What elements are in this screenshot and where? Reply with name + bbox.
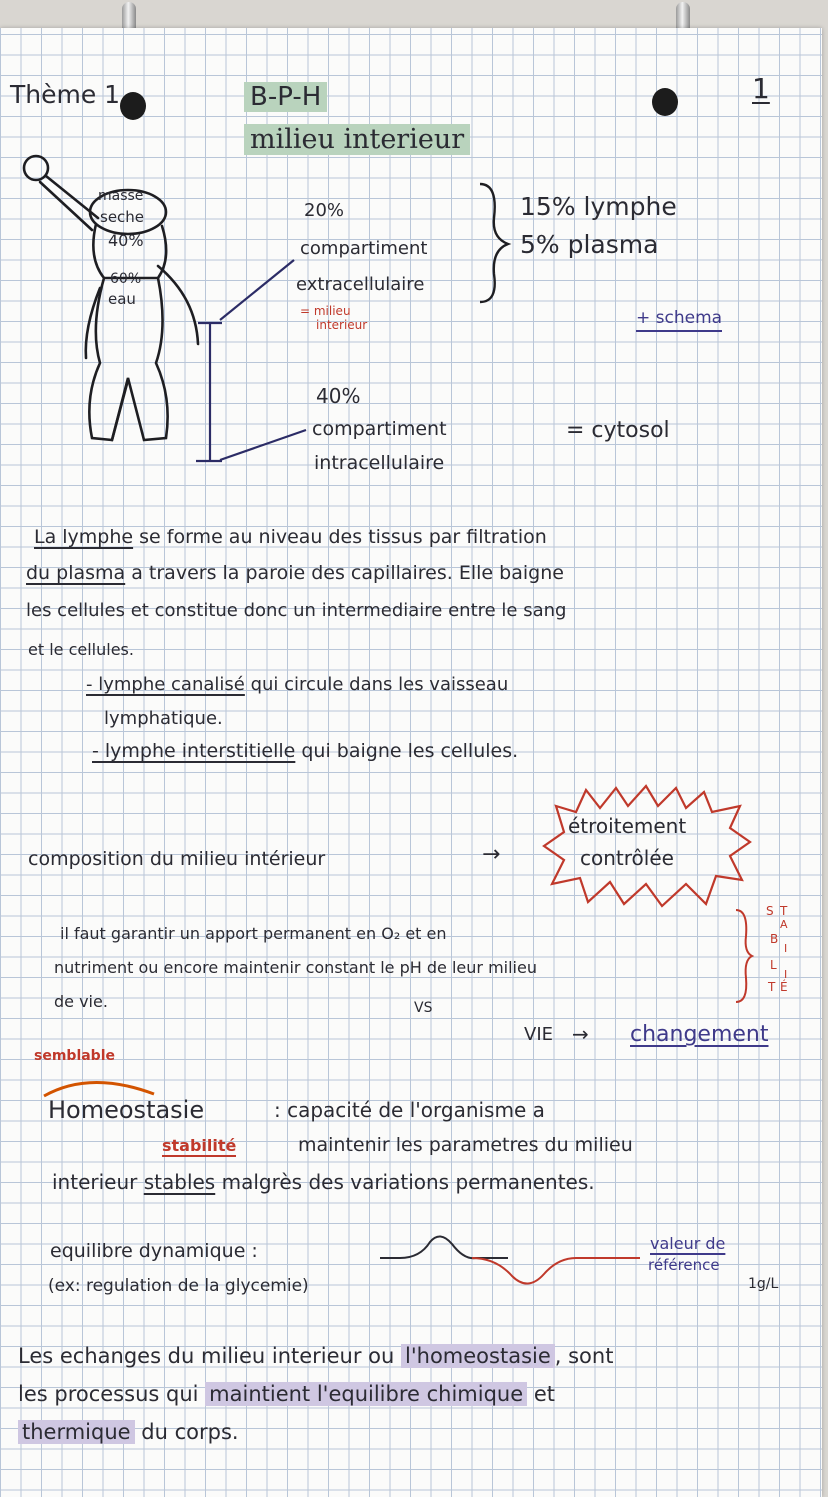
stable-letter-t2: T <box>768 980 776 994</box>
course-code: B-P-H <box>244 82 327 112</box>
bullet-canalise-line-2: lymphatique. <box>104 708 223 729</box>
stable-letter-e: É <box>780 980 788 994</box>
stable-letter-a: A <box>780 918 788 931</box>
page-title: milieu interieur <box>244 124 470 155</box>
stable-letter-l: L <box>770 958 777 972</box>
bullet-canalise-text: qui circule dans les vaisseau <box>250 674 509 695</box>
plasma-share: 5% plasma <box>520 230 659 259</box>
extra-note-1: = milieu <box>300 304 351 318</box>
composition-label: composition du milieu intérieur <box>28 848 326 870</box>
bullet-interstitielle <box>92 740 518 762</box>
body-dry-label-1: masse <box>98 188 144 204</box>
notebook-page <box>0 28 822 1497</box>
homeostasie-def-1: : capacité de l'organisme a <box>274 1098 545 1122</box>
semblable-note: semblable <box>34 1048 115 1064</box>
extra-label-1: compartiment <box>300 238 428 259</box>
extra-brace-icon <box>476 178 516 308</box>
def-3-word-stables: stables <box>143 1170 216 1194</box>
para-line-4: et le cellules. <box>28 640 134 659</box>
needs-line-1: il faut garantir un apport permanent en O₂ et en <box>60 924 447 943</box>
vie-arrow: → <box>572 1022 589 1046</box>
body-water-label-2: eau <box>108 290 136 308</box>
conclusion-1a: Les echanges du milieu interieur ou <box>18 1344 395 1368</box>
stable-letter-i: I <box>784 942 788 955</box>
burst-text-2: contrôlée <box>580 846 674 870</box>
reference-label-2: référence <box>648 1256 720 1274</box>
stabilite-note: stabilité <box>162 1136 237 1155</box>
lymph-share: 15% lymphe <box>520 192 677 221</box>
conclusion-2c: et <box>533 1382 555 1406</box>
theme-label: Thème 1 <box>10 80 121 109</box>
para-line-2-text: a travers la paroie des capillaires. Elle baigne <box>131 562 564 584</box>
term-lymphe: La lymphe <box>34 526 134 548</box>
term-lymphe-canalise: - lymphe canalisé <box>86 674 245 695</box>
term-lymphe-interstitielle: - lymphe interstitielle <box>92 740 296 762</box>
stable-letter-s: S <box>766 904 774 918</box>
conclusion-3b: du corps. <box>141 1420 239 1444</box>
equilibre-example: (ex: regulation de la glycemie) <box>48 1276 309 1296</box>
conclusion-1c: , sont <box>554 1344 614 1368</box>
bullet-interstitielle-text: qui baigne les cellules. <box>301 740 519 762</box>
reference-label-1: valeur de <box>650 1234 726 1253</box>
extra-note-2: interieur <box>316 318 368 332</box>
conclusion-1b: l'homeostasie <box>401 1344 555 1368</box>
binder-hole-left <box>120 92 146 120</box>
stable-letter-i2: I <box>784 968 788 981</box>
burst-text-1: étroitement <box>568 814 687 838</box>
def-3-word-interieur: interieur <box>52 1170 138 1194</box>
vs-label: VS <box>414 1000 433 1016</box>
changement-label: changement <box>630 1022 769 1047</box>
body-dry-label-3: 40% <box>108 231 144 250</box>
homeostasie-def-2: maintenir les parametres du milieu <box>298 1134 633 1156</box>
stability-brace-icon <box>734 906 754 1006</box>
body-water-label-1: 60% <box>110 271 142 287</box>
vie-label: VIE <box>524 1024 553 1045</box>
def-3-rest: malgrès des variations permanentes. <box>221 1170 595 1194</box>
conclusion-line-1 <box>18 1344 613 1368</box>
extra-label-2: extracellulaire <box>296 274 425 295</box>
intra-label-2: intracellulaire <box>314 452 445 474</box>
para-line-3: les cellules et constitue donc un intermediaire entre le sang <box>26 600 567 621</box>
homeostasie-def-3 <box>52 1170 595 1194</box>
conclusion-line-2 <box>18 1382 555 1406</box>
schema-note: + schema <box>636 308 722 332</box>
binder-hole-right <box>652 88 678 116</box>
equilibrium-curve-icon <box>380 1228 640 1308</box>
cytosol-label: = cytosol <box>566 418 670 443</box>
homeostasie-term: Homeostasie <box>48 1096 205 1124</box>
extra-percent: 20% <box>304 200 345 221</box>
reference-value: 1g/L <box>748 1276 779 1292</box>
conclusion-3a: thermique <box>18 1420 135 1444</box>
bullet-canalise <box>86 674 508 695</box>
needs-line-3: de vie. <box>54 992 108 1011</box>
conclusion-2a: les processus qui <box>18 1382 199 1406</box>
stable-letter-t: T <box>780 904 788 918</box>
term-plasma: du plasma <box>26 562 126 584</box>
intra-label-1: compartiment <box>312 418 447 440</box>
para-line-2 <box>26 562 564 584</box>
page-number: 1 <box>752 72 770 105</box>
stable-letter-b: B <box>770 932 779 946</box>
needs-line-2: nutriment ou encore maintenir constant le pH de leur milieu <box>54 958 537 977</box>
para-line-1 <box>34 526 547 548</box>
conclusion-2b: maintient l'equilibre chimique <box>205 1382 527 1406</box>
equilibre-label: equilibre dynamique : <box>50 1240 258 1262</box>
intra-percent: 40% <box>316 384 361 408</box>
composition-arrow: → <box>482 842 501 867</box>
conclusion-line-3 <box>18 1420 239 1444</box>
body-dry-label-2: seche <box>100 208 145 226</box>
para-line-1-text: se forme au niveau des tissus par filtration <box>139 526 547 548</box>
